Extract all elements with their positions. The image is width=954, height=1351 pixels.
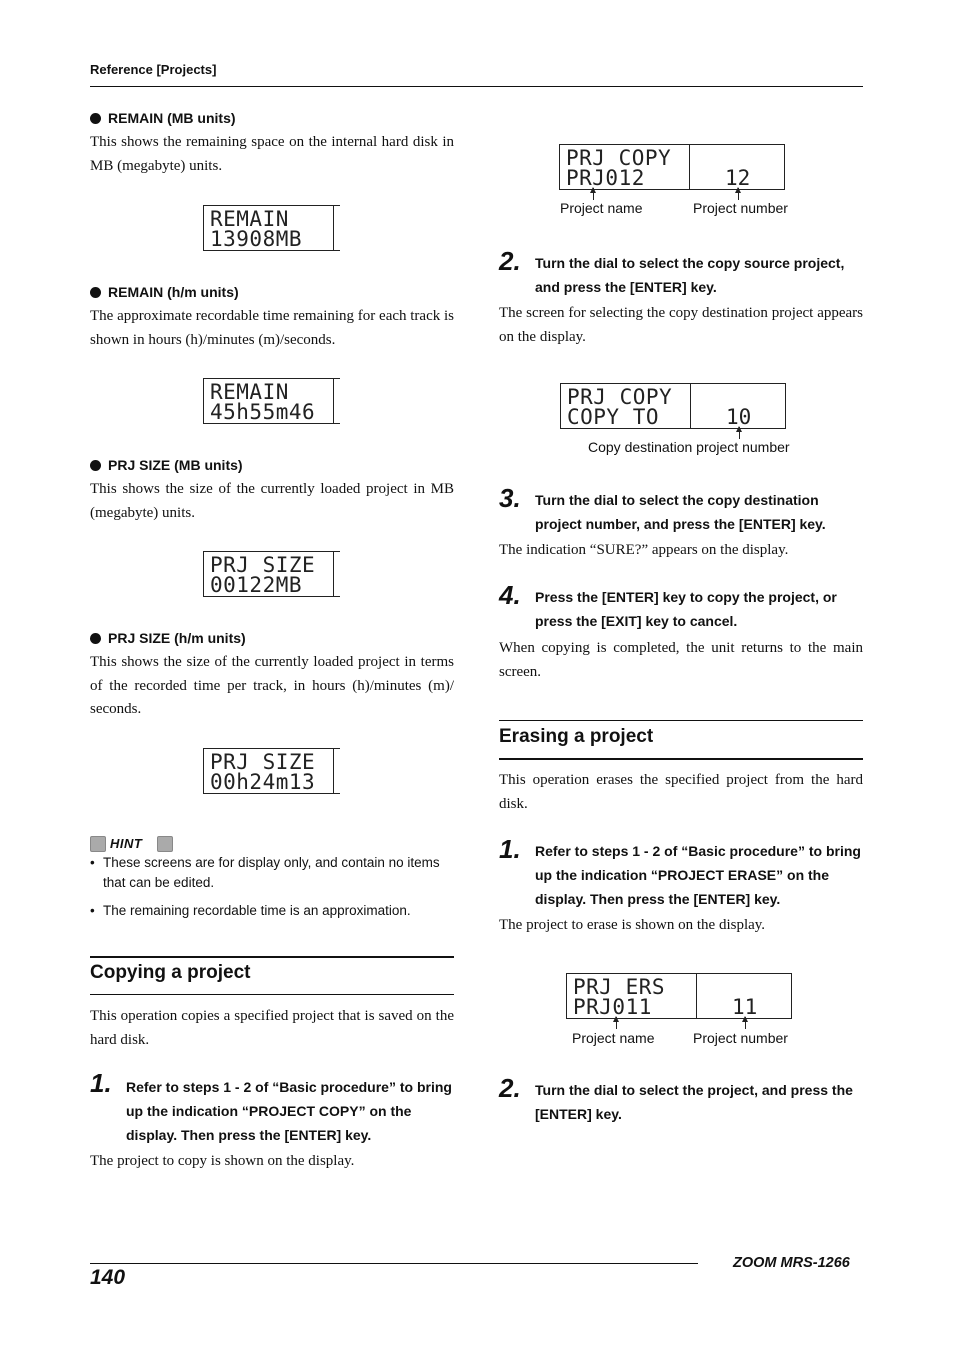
arrow-up-icon bbox=[593, 188, 594, 200]
hint-label: HINT bbox=[110, 836, 143, 851]
hint-item: • These screens are for display only, and contain no items that can be edited. bbox=[90, 855, 440, 890]
copy-step-4-after: When copying is completed, the unit returns to the main screen. bbox=[499, 640, 863, 680]
lcd-line-2: 00h24m13 bbox=[210, 770, 316, 794]
copy-step-3-text: Turn the dial to select the copy destination project number, and press the [ENTER] key. bbox=[535, 492, 826, 532]
lcd-line-2: 45h55m46 bbox=[210, 400, 316, 424]
remain-hm-lcd bbox=[203, 378, 340, 424]
copy-step-2-text: Turn the dial to select the copy source project, and press the [ENTER] key. bbox=[535, 255, 845, 295]
erasing-title: Erasing a project bbox=[499, 726, 654, 747]
remain-mb-heading: REMAIN (MB units) bbox=[90, 110, 236, 126]
erase-step-2-number: 2. bbox=[499, 1073, 521, 1103]
bullet-dot-icon bbox=[90, 113, 101, 124]
lcd-line-1: PRJ ERS bbox=[573, 975, 666, 999]
footer-rule bbox=[90, 1263, 698, 1264]
lcd-project-number: 11 bbox=[732, 995, 758, 1019]
page-number: 140 bbox=[90, 1266, 126, 1289]
caption-destination-number: Copy destination project number bbox=[588, 439, 790, 455]
hint-item: • The remaining recordable time is an approximation. bbox=[90, 903, 411, 918]
copy-step-3-number: 3. bbox=[499, 483, 521, 513]
section-rule-bottom bbox=[499, 758, 863, 760]
arrow-up-icon bbox=[739, 427, 740, 439]
lcd-line-1: PRJ SIZE bbox=[210, 750, 316, 774]
caption-project-name: Project name bbox=[560, 200, 643, 216]
copy-step-2-after: The screen for selecting the copy destination project appears on the display. bbox=[499, 305, 863, 345]
copying-body: This operation copies a specified project that is saved on the hard disk. bbox=[90, 1008, 454, 1048]
running-header: Reference [Projects] bbox=[90, 62, 217, 77]
copy-step-3-after: The indication “SURE?” appears on the display. bbox=[499, 542, 789, 558]
section-rule-top bbox=[499, 720, 863, 721]
prjsize-hm-heading: PRJ SIZE (h/m units) bbox=[90, 630, 246, 646]
erase-lcd bbox=[566, 973, 792, 1019]
header-rule bbox=[90, 86, 863, 87]
remain-mb-lcd bbox=[203, 205, 340, 251]
section-rule-top bbox=[90, 956, 454, 958]
copy-step-2-number: 2. bbox=[499, 246, 521, 276]
lcd-project-number: 12 bbox=[725, 166, 751, 190]
lcd-line-1: PRJ SIZE bbox=[210, 553, 316, 577]
lcd-line-1: REMAIN bbox=[210, 380, 289, 404]
lcd-line-1: PRJ COPY bbox=[566, 146, 672, 170]
prjsize-hm-lcd bbox=[203, 748, 340, 794]
erasing-body: This operation erases the specified project from the hard disk. bbox=[499, 772, 863, 812]
caption-project-number: Project number bbox=[693, 1030, 788, 1046]
copying-title: Copying a project bbox=[90, 962, 251, 983]
remain-hm-body: The approximate recordable time remaining for each track is shown in hours (h)/minutes (m)/seconds. bbox=[90, 308, 454, 348]
copy-lcd-1 bbox=[559, 144, 785, 190]
bullet-dot-icon bbox=[90, 287, 101, 298]
bullet-dot-icon bbox=[90, 460, 101, 471]
lcd-line-1: REMAIN bbox=[210, 207, 289, 231]
copy-step-1-number: 1. bbox=[90, 1068, 112, 1098]
prjsize-mb-body: This shows the size of the currently loaded project in MB (megabyte) units. bbox=[90, 481, 454, 521]
copy-step-4-text: Press the [ENTER] key to copy the project, or press the [EXIT] key to cancel. bbox=[535, 589, 837, 629]
hint-right-icon bbox=[157, 836, 173, 852]
footer-brand: ZOOM MRS-1266 bbox=[733, 1255, 850, 1271]
lcd-line-2: 00122MB bbox=[210, 573, 303, 597]
hint-list bbox=[90, 853, 454, 921]
lcd-line-1: PRJ COPY bbox=[567, 385, 673, 409]
arrow-up-icon bbox=[745, 1017, 746, 1029]
arrow-up-icon bbox=[738, 188, 739, 200]
prjsize-hm-body: This shows the size of the currently loaded project in terms of the recorded time per track, in hours (h)/minutes (m)/ seconds. bbox=[90, 654, 454, 717]
prjsize-mb-heading: PRJ SIZE (MB units) bbox=[90, 457, 243, 473]
caption-project-name: Project name bbox=[572, 1030, 655, 1046]
lcd-line-2: 13908MB bbox=[210, 227, 303, 251]
section-rule-bottom bbox=[90, 994, 454, 995]
copy-step-4-number: 4. bbox=[499, 580, 521, 610]
erase-step-2-text: Turn the dial to select the project, and press the [ENTER] key. bbox=[535, 1082, 853, 1122]
erase-step-1-number: 1. bbox=[499, 834, 521, 864]
copy-lcd-2 bbox=[560, 383, 786, 429]
copy-step-1-text: Refer to steps 1 - 2 of “Basic procedure” to bring up the indication “PROJECT COPY” on the display. Then press the [ENTER] key. bbox=[126, 1079, 452, 1143]
erase-step-1-after: The project to erase is shown on the display. bbox=[499, 917, 766, 933]
lcd-line-2: PRJ012 bbox=[566, 166, 645, 190]
remain-mb-body: This shows the remaining space on the internal hard disk in MB (megabyte) units. bbox=[90, 134, 454, 174]
erase-step-1-text: Refer to steps 1 - 2 of “Basic procedure” to bring up the indication “PROJECT ERASE” on the display. Then press the [ENTER] key. bbox=[535, 843, 861, 907]
lcd-destination-number: 10 bbox=[726, 405, 752, 429]
copy-step-1-after: The project to copy is shown on the display. bbox=[90, 1153, 355, 1169]
caption-project-number: Project number bbox=[693, 200, 788, 216]
lcd-line-2: PRJ011 bbox=[573, 995, 652, 1019]
remain-hm-heading: REMAIN (h/m units) bbox=[90, 284, 239, 300]
bullet-dot-icon bbox=[90, 633, 101, 644]
arrow-up-icon bbox=[616, 1017, 617, 1029]
lcd-line-2: COPY TO bbox=[567, 405, 660, 429]
hint-left-icon bbox=[90, 836, 106, 852]
prjsize-mb-lcd bbox=[203, 551, 340, 597]
